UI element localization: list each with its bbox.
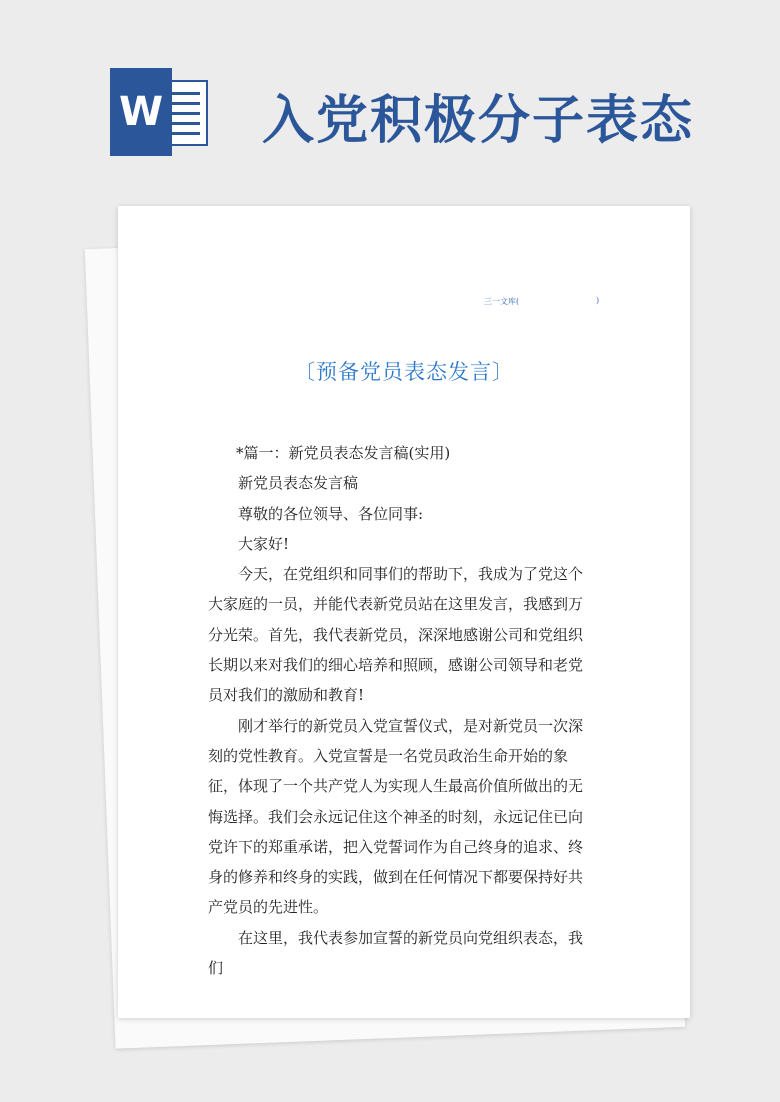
speech-title: 新党员表态发言稿 [238,474,359,493]
paragraph: 今天，在党组织和同事们的帮助下，我成为了党这个大家庭的一员，并能代表新党员站在这里发言，我感到万分光荣。首先，我代表新党员，深深地感谢公司和党组织长期以来对我们的细心培养和照顾，感谢公司领导和老党员对我们的激励和教育! [208,565,584,705]
paragraph: 在这里，我代表参加宣誓的新党员向党组织表态，我们 [208,928,584,978]
paragraph: 刚才举行的新党员入党宣誓仪式，是对新党员一次深刻的党性教育。入党宣誓是一名党员政治生命开始的象征，体现了一个共产党人为实现人生最高价值所做出的无悔选择。我们会永远记住这个神圣的时刻，永远记住已向党许下的郑重承诺，把入党誓词作为自己终身的追求、终身的修养和终身的实践，做到在任何情况下都要保持好共产党员的先进性。 [208,716,584,917]
document-body [208,438,596,983]
word-logo-letter: W [110,68,172,156]
salutation: 尊敬的各位领导、各位同事: [238,504,424,523]
document-page [118,206,690,1018]
banner [0,0,780,200]
word-icon [110,68,210,156]
header-note-close: ) [596,296,600,305]
document-title: 〔预备党员表态发言〕 [294,360,514,384]
header-note: 三一文库( [484,297,520,306]
greeting: 大家好! [238,534,290,553]
section-heading: *篇一：新党员表态发言稿(实用) [236,444,451,462]
banner-title: 入党积极分子表态 [262,91,695,151]
